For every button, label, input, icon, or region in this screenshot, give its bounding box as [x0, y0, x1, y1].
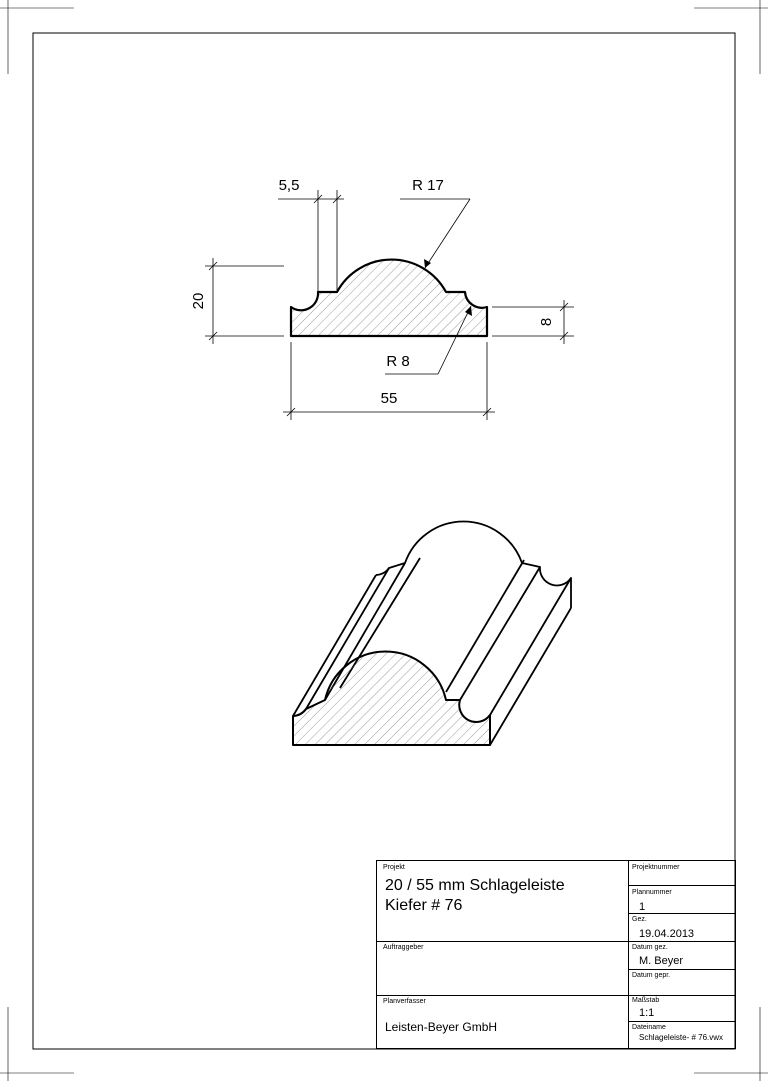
dim-55: 55	[380, 390, 398, 407]
dim-8: 8	[538, 317, 555, 327]
massstab-value: 1:1	[639, 1007, 655, 1019]
planverfasser-label: Planverfasser	[383, 998, 426, 1005]
title-block-divider	[628, 861, 629, 1048]
dateiname-value: Schlageleiste- # 76.vwx	[639, 1033, 724, 1042]
title-block-rule	[628, 885, 735, 886]
projekt-title-line1: 20 / 55 mm Schlageleiste	[385, 877, 565, 894]
datum-gez-label: Datum gez.	[632, 944, 668, 951]
plannummer-label: Plannummer	[632, 889, 672, 896]
gez-value: 19.04.2013	[639, 928, 695, 940]
title-block-rule	[377, 941, 735, 942]
dateiname-label: Dateiname	[632, 1024, 666, 1031]
title-block-rule	[377, 995, 735, 996]
dim-r17: R 17	[412, 177, 444, 194]
title-block-rule	[628, 913, 735, 914]
dim-r8: R 8	[386, 353, 410, 370]
title-block	[376, 860, 736, 1049]
projektnummer-label: Projektnummer	[632, 864, 680, 871]
title-block-rule	[628, 1021, 735, 1022]
projekt-title-line2: Kiefer # 76	[385, 897, 463, 914]
plannummer-value: 1	[639, 901, 646, 913]
planverfasser-value: Leisten-Beyer GmbH	[385, 1020, 498, 1034]
auftraggeber-label: Auftraggeber	[383, 944, 424, 951]
massstab-label: Maßstab	[632, 997, 660, 1004]
dim-5-5: 5,5	[278, 177, 300, 194]
datum-gez-value: M. Beyer	[639, 955, 684, 967]
profile-section	[291, 260, 487, 336]
title-block-rule	[628, 969, 735, 970]
gez-label: Gez.	[632, 916, 647, 923]
dim-20: 20	[190, 292, 207, 310]
projekt-label: Projekt	[383, 864, 405, 871]
datum-gepr-label: Datum gepr.	[632, 972, 671, 979]
